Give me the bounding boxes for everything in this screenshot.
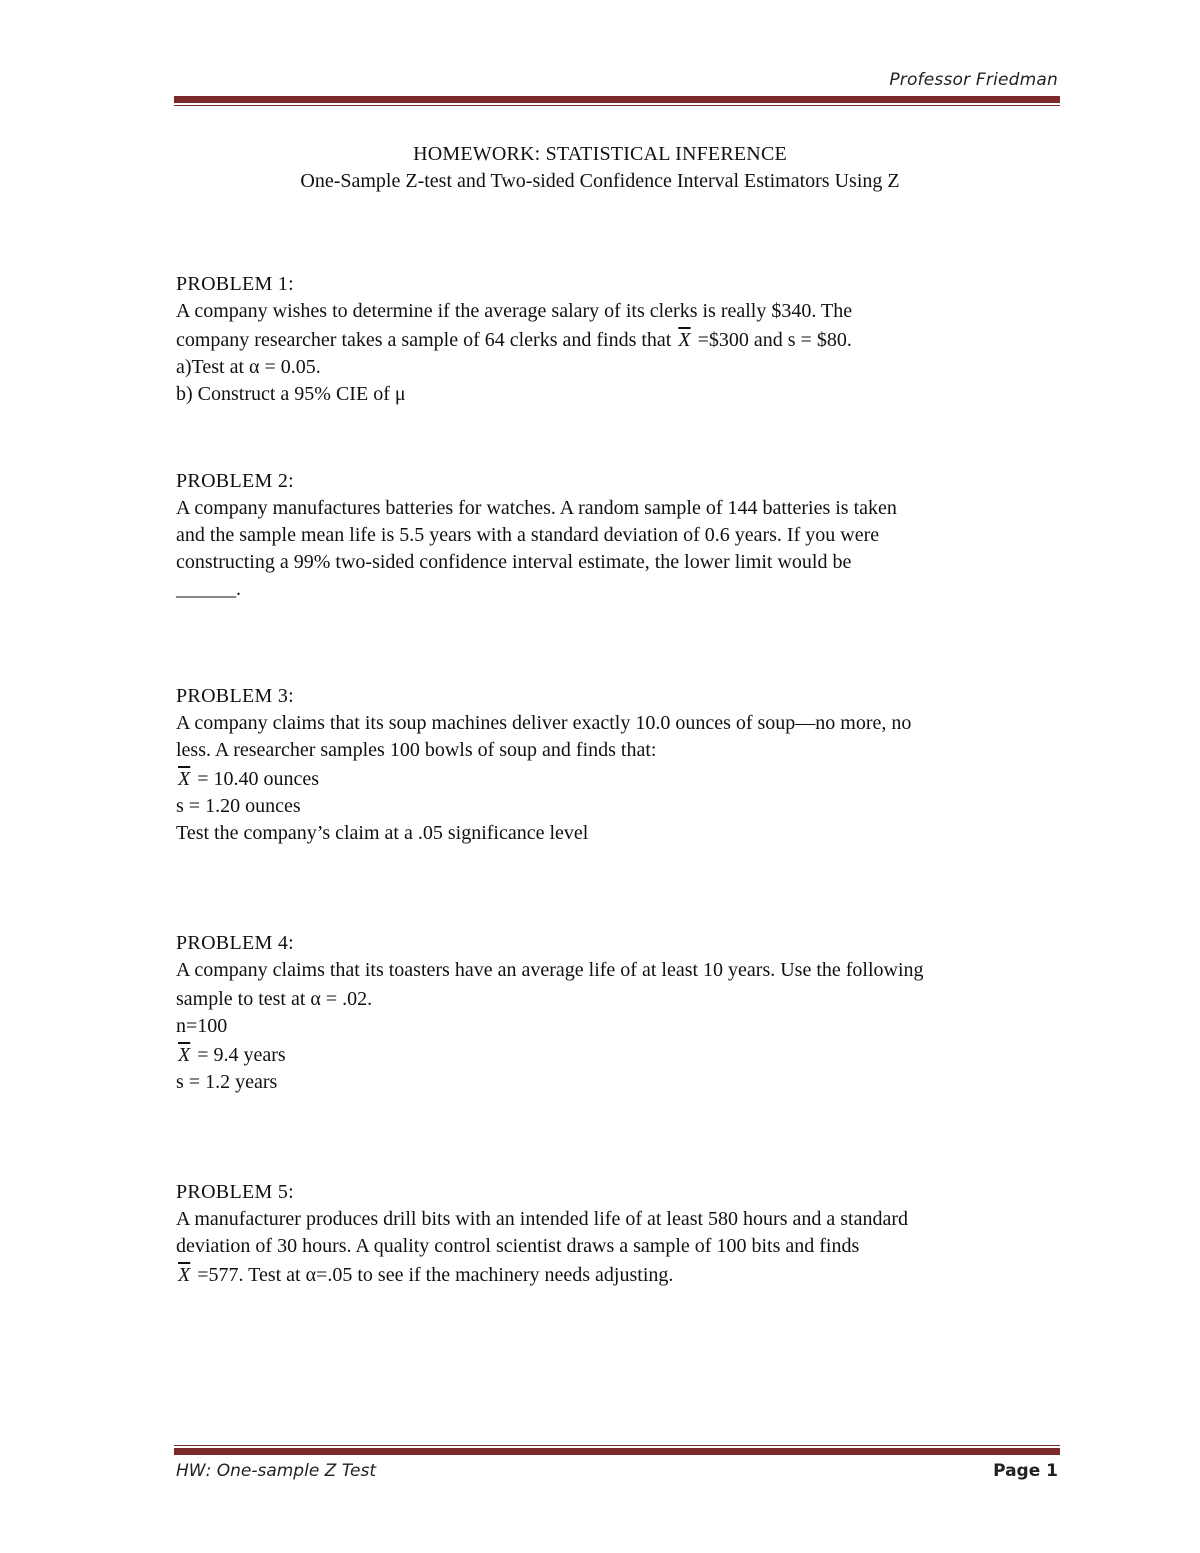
problem-heading: PROBLEM 3: [176, 685, 295, 707]
problem-text-line: a)Test at α = 0.05. [176, 356, 321, 378]
problem-text-line: s = 1.20 ounces [176, 795, 301, 817]
problem-text-line: b) Construct a 95% CIE of μ [176, 383, 406, 405]
problem-text-line [176, 1262, 1066, 1289]
footer-rule [174, 1448, 1060, 1455]
text-segment: company researcher takes a sample of 64 clerks and finds that [176, 329, 677, 351]
problem-text-line [176, 327, 1066, 354]
footer-rule-thin [174, 1445, 1060, 1446]
page-number: Page 1 [993, 1461, 1058, 1481]
header-rule-thin [174, 105, 1060, 106]
title-block [0, 140, 1200, 194]
problem-heading: PROBLEM 5: [176, 1181, 295, 1203]
footer-title: HW: One-sample Z Test [176, 1461, 376, 1481]
text-segment: =$300 and s = $80. [692, 329, 852, 351]
text-segment: = 9.4 years [192, 1044, 286, 1066]
problem-text-line: s = 1.2 years [176, 1071, 278, 1093]
answer-blank: ______. [176, 578, 241, 600]
problem-5 [176, 1179, 1066, 1289]
problem-heading: PROBLEM 2: [176, 470, 295, 492]
problem-text-line: A company manufactures batteries for watches. A random sample of 144 batteries is taken [176, 497, 897, 519]
sample-mean-symbol: $\overline{X}$ [678, 329, 691, 351]
text-segment: =577. Test at α=.05 to see if the machinery needs adjusting. [192, 1264, 674, 1286]
sample-mean-symbol: $\overline{X}$ [178, 1264, 191, 1286]
problem-2 [176, 468, 1066, 603]
problem-text-line [176, 766, 1066, 793]
problem-text-line: A company wishes to determine if the average salary of its clerks is really $340. The [176, 300, 853, 322]
problem-text-line: less. A researcher samples 100 bowls of soup and finds that: [176, 739, 657, 761]
problem-text-line: n=100 [176, 1015, 228, 1037]
problem-text-line: A manufacturer produces drill bits with an intended life of at least 580 hours and a standard [176, 1208, 909, 1230]
problem-1 [176, 271, 1066, 408]
page-subtitle: One-Sample Z-test and Two-sided Confidence Interval Estimators Using Z [300, 170, 900, 192]
problem-text-line [176, 1042, 1066, 1069]
problem-text-line: A company claims that its toasters have an average life of at least 10 years. Use the following [176, 959, 924, 981]
sample-mean-symbol: $\overline{X}$ [178, 1044, 191, 1066]
problem-text-line: Test the company’s claim at a .05 significance level [176, 822, 589, 844]
problem-heading: PROBLEM 4: [176, 932, 295, 954]
problem-text-line: and the sample mean life is 5.5 years with a standard deviation of 0.6 years. If you were [176, 524, 880, 546]
problem-text-line: deviation of 30 hours. A quality control scientist draws a sample of 100 bits and finds [176, 1235, 860, 1257]
page-title: HOMEWORK: STATISTICAL INFERENCE [413, 143, 787, 165]
problem-text-line: A company claims that its soup machines deliver exactly 10.0 ounces of soup—no more, no [176, 712, 912, 734]
header-rule [174, 96, 1060, 103]
sample-mean-symbol: $\overline{X}$ [178, 768, 191, 790]
problem-3 [176, 683, 1066, 847]
header-author: Professor Friedman [889, 70, 1058, 90]
problem-heading: PROBLEM 1: [176, 273, 295, 295]
problem-text-line: constructing a 99% two-sided confidence interval estimate, the lower limit would be [176, 551, 852, 573]
problem-text-line: sample to test at α = .02. [176, 988, 373, 1010]
text-segment: = 10.40 ounces [192, 768, 320, 790]
problem-4 [176, 930, 1066, 1096]
